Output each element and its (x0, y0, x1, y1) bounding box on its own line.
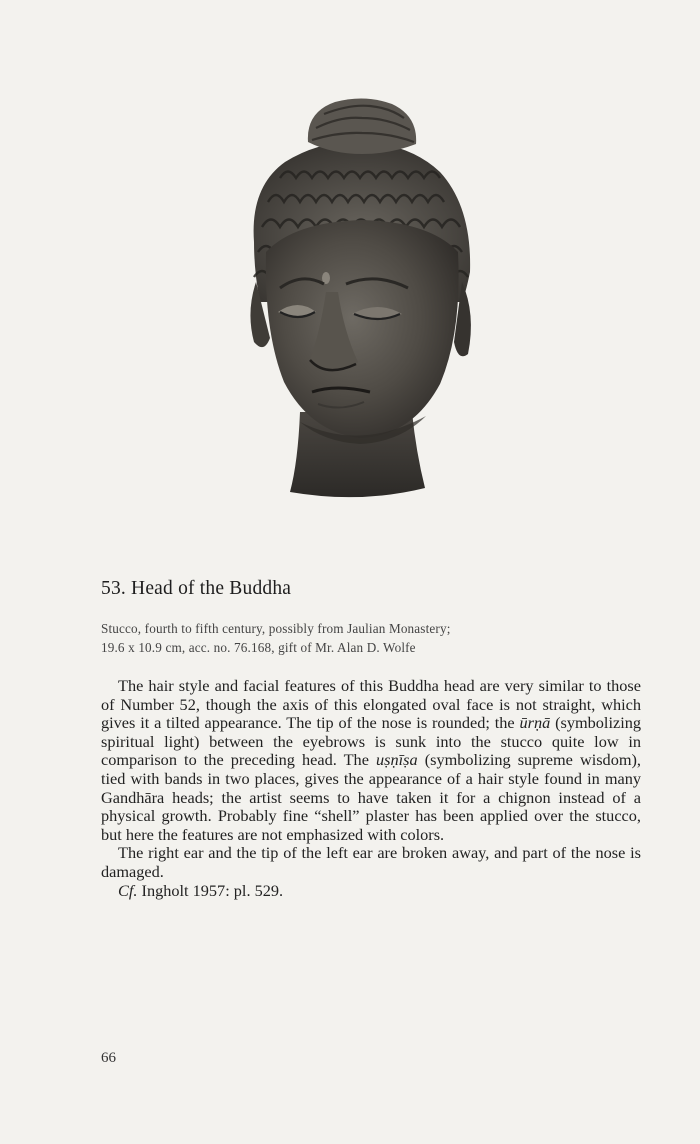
entry-title: 53. Head of the Buddha (101, 578, 292, 599)
text-segment: The hair style and facial features of this Buddha head are very similar to those of Number 52, though the axis of this elongated oval face is not straight, which gives it a tilted appearance. The tip of the nose is rounded; the (101, 676, 641, 733)
caption-material-line: Stucco, fourth to fifth century, possibly from Jaulian Monastery; (101, 621, 451, 636)
cf-abbreviation: Cf. (118, 880, 138, 900)
bibliography-reference (101, 882, 641, 901)
description-paragraph-1 (101, 677, 641, 844)
term-urna: ūrṇā (519, 713, 551, 733)
object-caption (101, 619, 641, 657)
text-segment: (symbolizing spiritual light) between the eyebrows is sunk into the stucco quite low in comparison to the preceding head. The (101, 713, 641, 770)
caption-dimensions-line: 19.6 x 10.9 cm, acc. no. 76.168, gift of Mr. Alan D. Wolfe (101, 640, 416, 655)
page-number: 66 (101, 1050, 116, 1066)
description-paragraph-2: The right ear and the tip of the left ear are broken away, and part of the nose is damaged. (101, 843, 641, 881)
entry-description (101, 677, 641, 900)
buddha-head-photo (240, 92, 485, 504)
term-usnisa: uṣṇīṣa (376, 750, 418, 770)
text-segment: (symbolizing supreme wisdom), tied with bands in two places, gives the appearance of a hair style found in many Gandhāra heads; the artist seems to have taken it for a chignon instead of a physical growth. Probably fine “shell” plaster has been applied over the stucco, but here the features are not emphasized with colors. (101, 750, 641, 844)
reference-text: Ingholt 1957: pl. 529. (137, 880, 284, 900)
